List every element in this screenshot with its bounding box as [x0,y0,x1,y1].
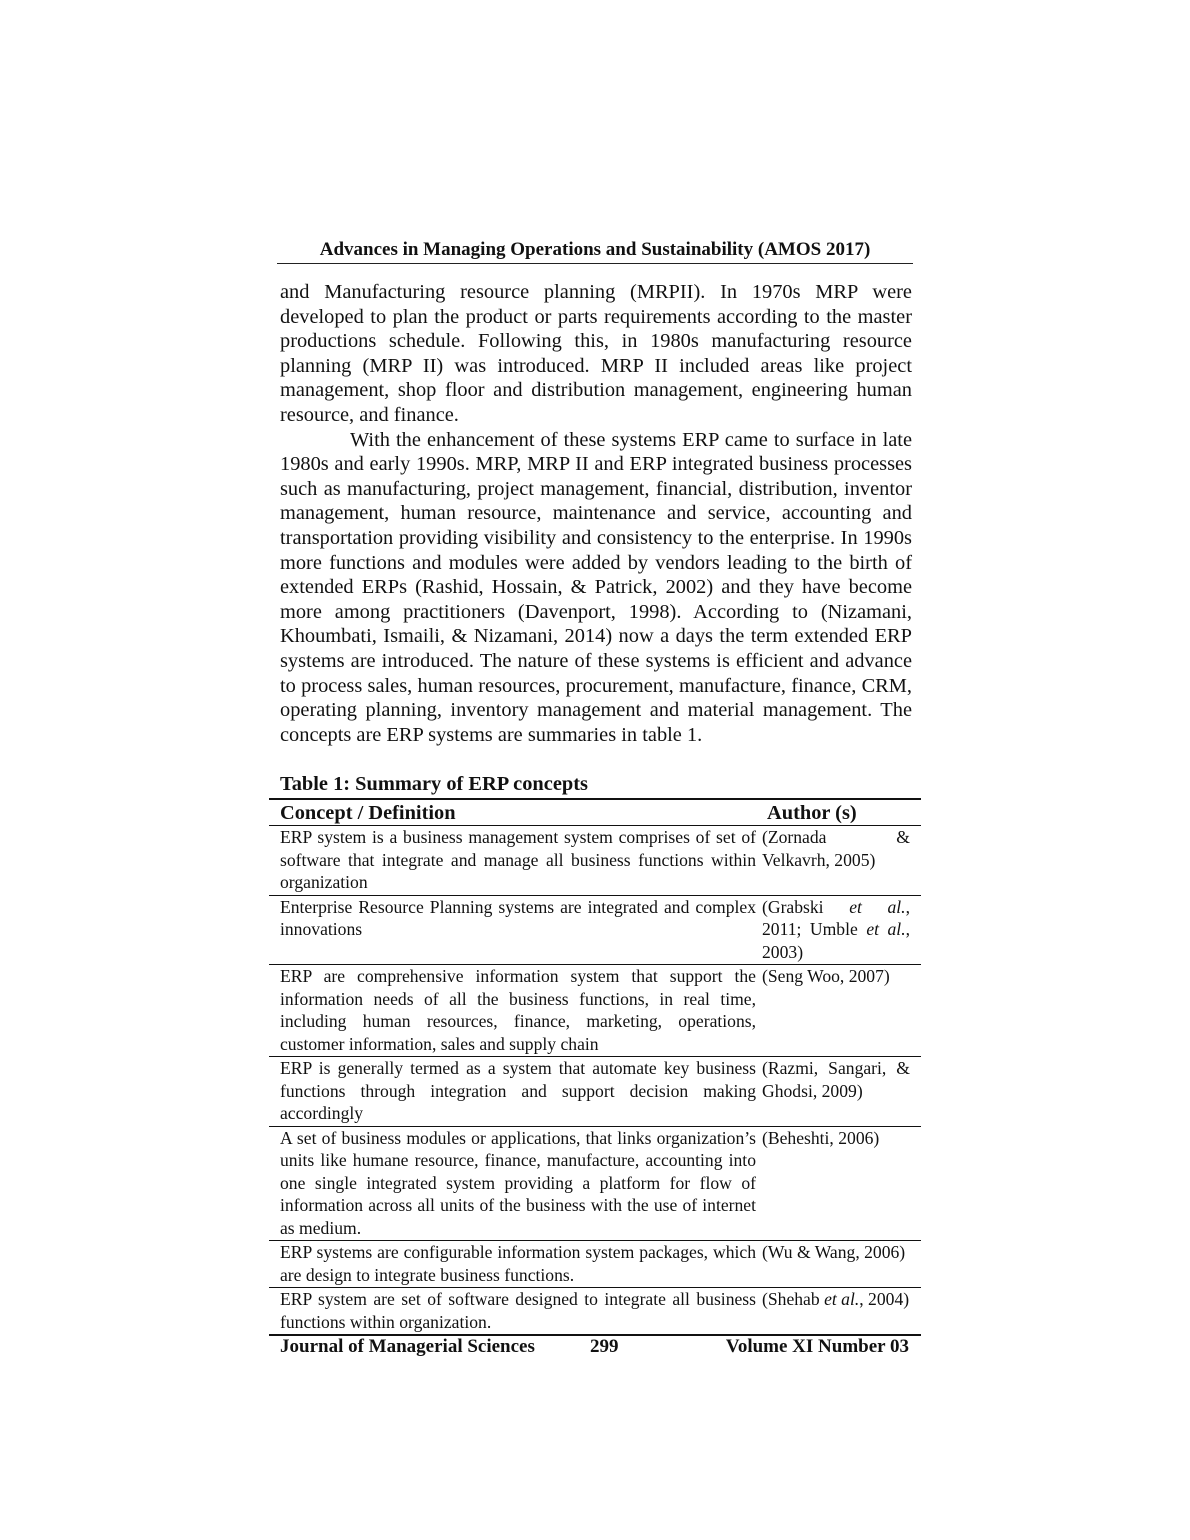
footer-journal: Journal of Managerial Sciences [280,1336,535,1357]
table-row [269,1288,921,1336]
body-text [280,280,912,747]
table-caption: Table 1: Summary of ERP concepts [280,773,588,795]
et-al-text: et al. [866,919,906,939]
author-text: (Shehab [762,1289,825,1309]
author-cell: (Seng Woo, 2007) [756,965,921,1057]
author-cell: (Razmi, Sangari, & Ghodsi, 2009) [756,1057,921,1127]
table-row [269,895,921,965]
table-row [269,965,921,1057]
running-header: Advances in Managing Operations and Sustainability (AMOS 2017) [277,238,913,264]
table-row [269,826,921,896]
definition-cell: ERP systems are configurable information system packages, which are design to integrate business functions. [269,1241,756,1288]
author-cell [756,1288,921,1336]
footer-volume: Volume XI Number 03 [725,1336,909,1357]
definition-cell: ERP is generally termed as a system that automate key business functions through integration and support decision making accordingly [269,1057,756,1127]
author-cell: (Beheshti, 2006) [756,1126,921,1241]
et-al-text: et al. [849,896,906,917]
paragraph-2: With the enhancement of these systems ERP came to surface in late 1980s and early 1990s. MRP, MRP II and ERP integrated business processes such as manufacturing, project management, financial, distribution, inventor management, human resource, maintenance and service, accounting and transportation providing visibility and consistency to the enterprise. In 1990s more functions and modules were added by vendors leading to the birth of extended ERPs (Rashid, Hossain, & Patrick, 2002) and they have become more among practitioners (Davenport, 1998). According to (Nizamani, Khoumbati, Ismaili, & Nizamani, 2014) now a days the term extended ERP systems are introduced. The nature of these systems is efficient and advance to process sales, human resources, procurement, manufacture, finance, CRM, operating planning, inventory management and material management. The concepts are ERP systems are summaries in table 1. [280,428,912,746]
author-cell: (Wu & Wang, 2006) [756,1241,921,1288]
table-row [269,1241,921,1288]
author-text: , 2003) [762,919,910,962]
author-text: , 2011; Umble [762,896,910,939]
page-footer [280,1335,909,1359]
author-text: (Grabski [762,896,850,917]
paragraph-1: and Manufacturing resource planning (MRPII). In 1970s MRP were developed to plan the product or parts requirements according to the master productions schedule. Following this, in 1980s manufacturing resource planning (MRP II) was introduced. MRP II included areas like project management, shop floor and distribution management, engineering human resource, and finance. [280,281,912,426]
erp-concepts-table [269,798,921,1336]
definition-cell: A set of business modules or applications, that links organization’s units like humane resource, finance, manufacture, accounting into one single integrated system providing a platform for flow of information across all units of the business with the use of internet as medium. [269,1126,756,1241]
definition-cell: ERP are comprehensive information system that support the information needs of all the business functions, in real time, including human resources, finance, marketing, operations, customer information, sales and supply chain [269,965,756,1057]
header-concept: Concept / Definition [269,799,756,826]
author-text: , 2004) [859,1289,910,1309]
author-cell: (Zornada & Velkavrh, 2005) [756,826,921,896]
table-row [269,1126,921,1241]
definition-cell: Enterprise Resource Planning systems are integrated and complex innovations [269,895,756,965]
page-number: 299 [590,1336,619,1357]
header-author: Author (s) [756,799,921,826]
et-al-text: et al. [824,1289,860,1309]
table-row [269,1057,921,1127]
author-cell [756,895,921,965]
table-header-row [269,799,921,826]
definition-cell: ERP system is a business management system comprises of set of software that integrate and manage all business functions within organization [269,826,756,896]
definition-cell: ERP system are set of software designed to integrate all business functions within organization. [269,1288,756,1336]
